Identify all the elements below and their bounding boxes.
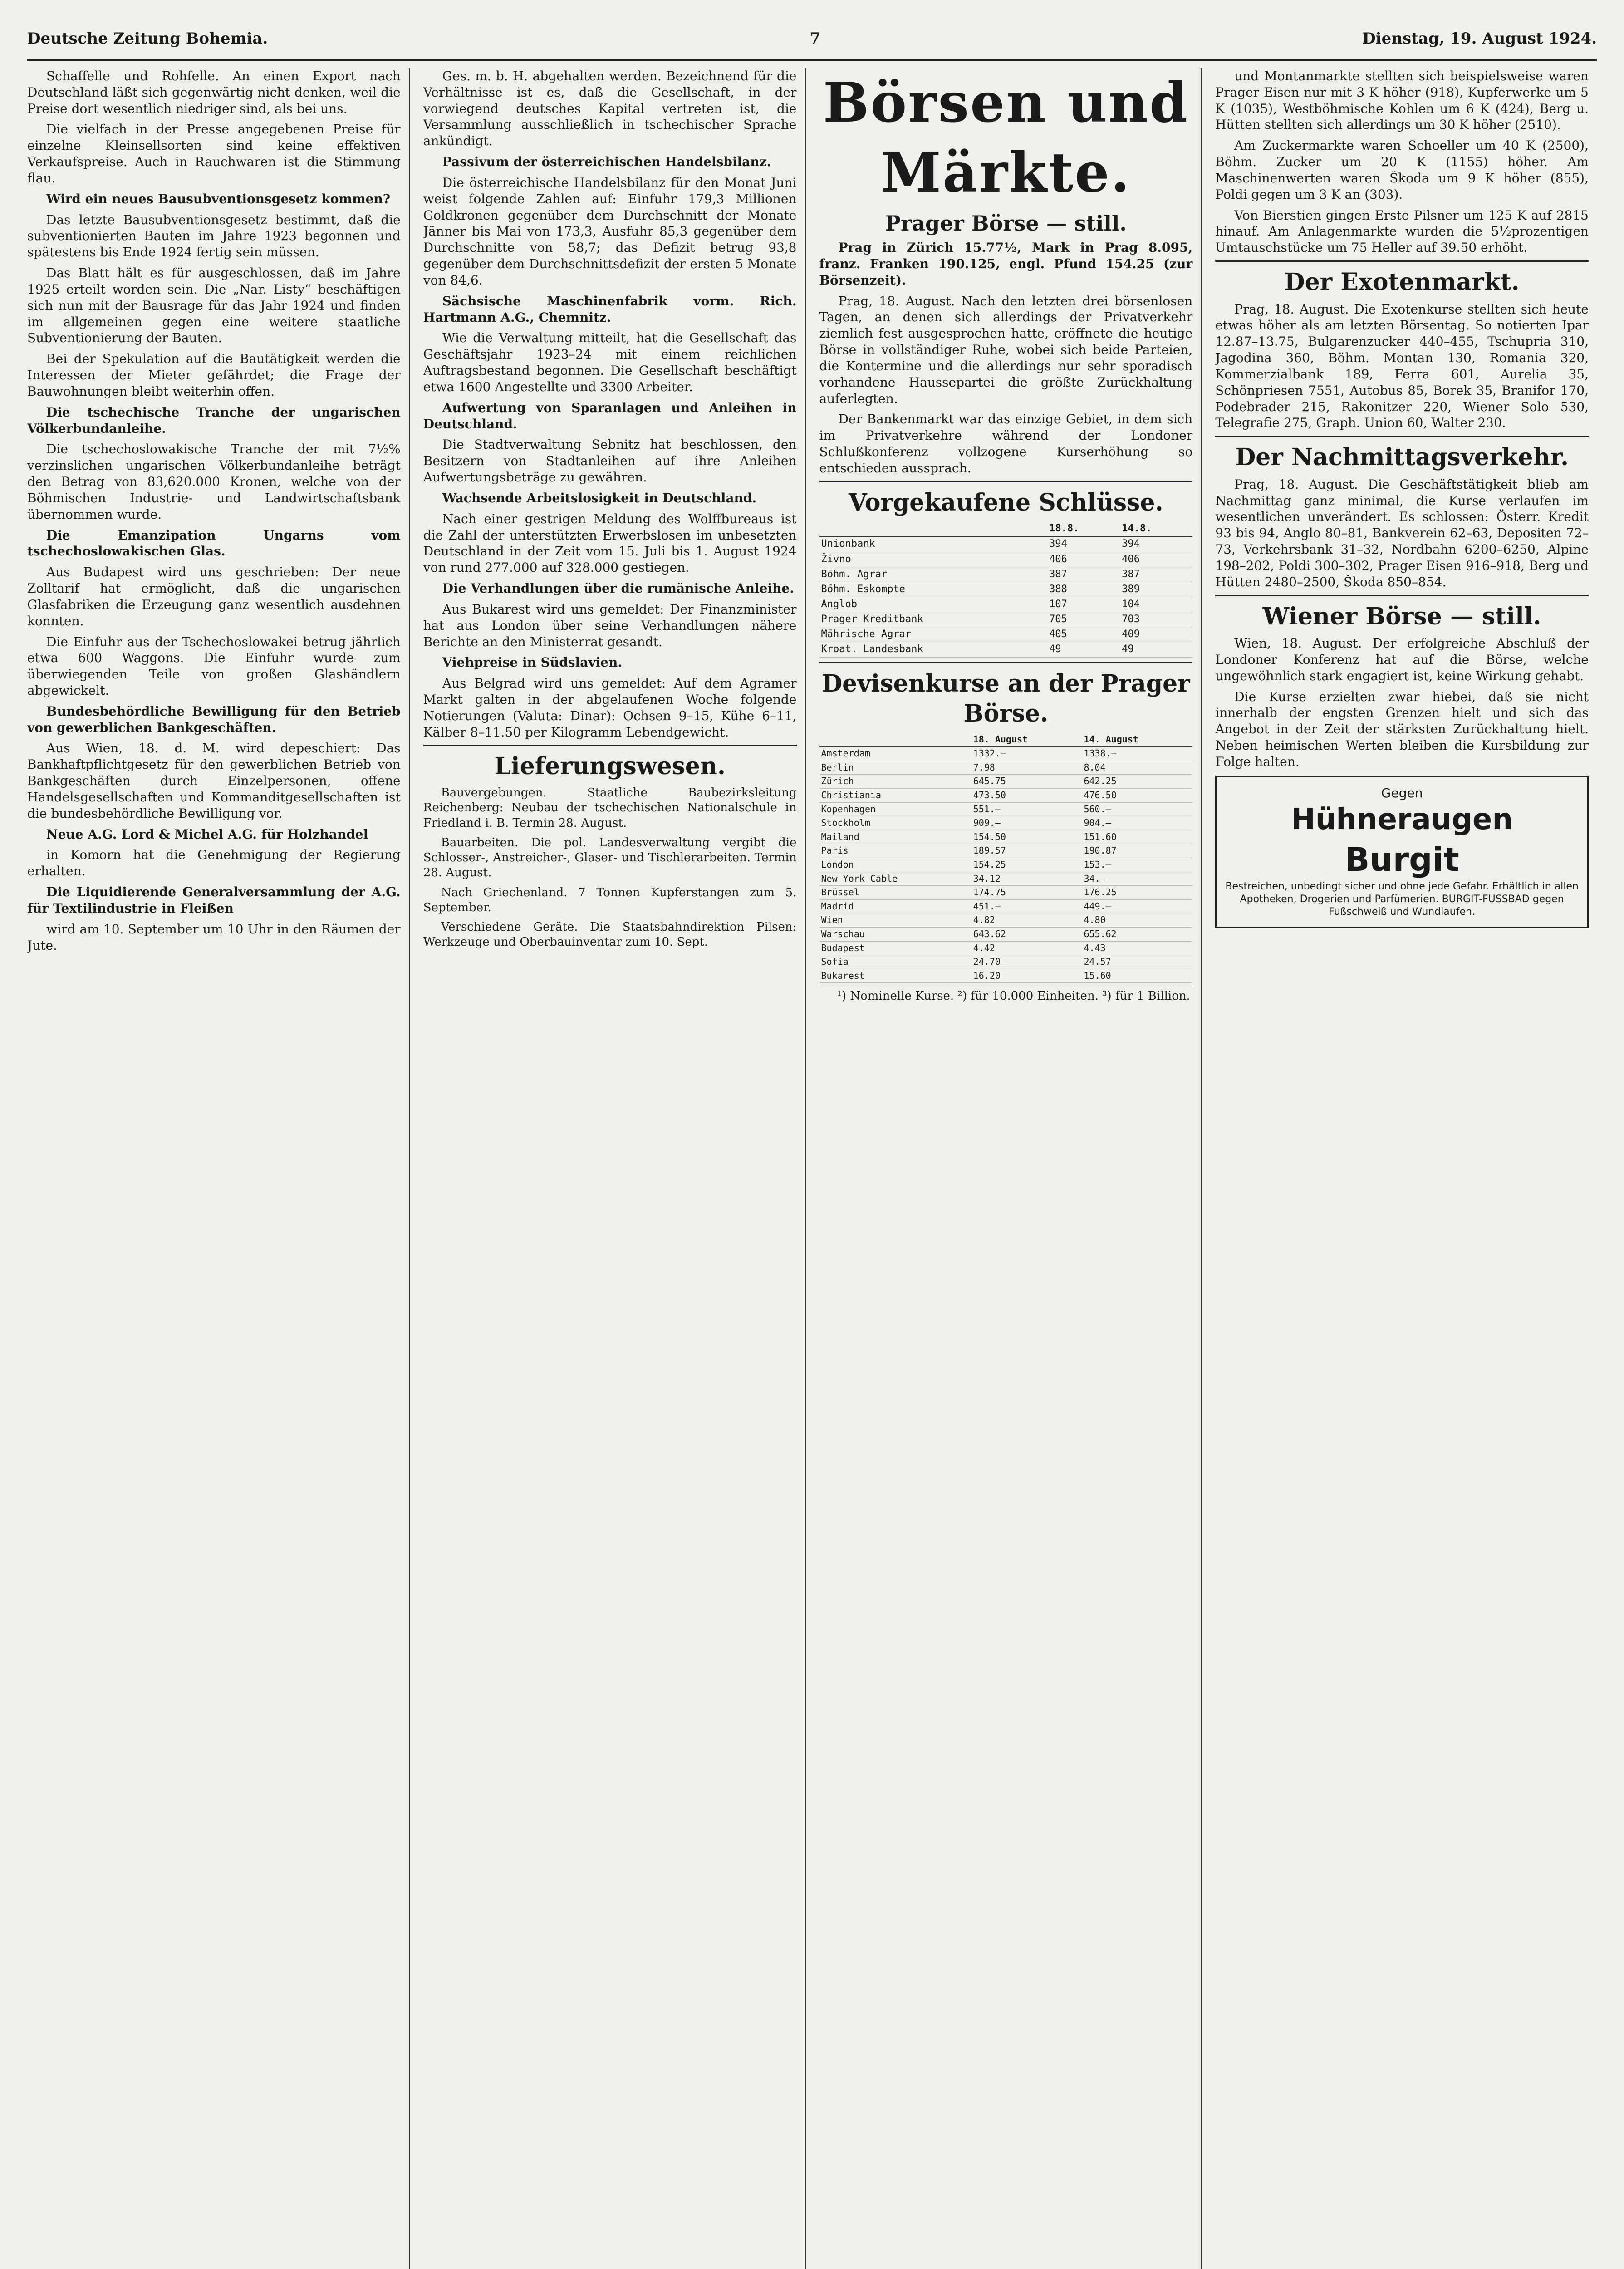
table-cell: 4.80 xyxy=(1082,913,1192,928)
paragraph: Aus Wien, 18. d. M. wird depeschiert: Das Bankhaftpflichtgesetz für den gewerblichen Betrieb von Bankgeschäften durch Einzelpersonen, offene Handelsgesellschaften und Kommanditgesellschaften ist die bundesbehördliche Bewilligung vor. xyxy=(27,741,401,821)
column-4 xyxy=(1215,68,1597,2269)
table-title: Devisenkurse an der Prager Börse. xyxy=(822,669,1190,728)
table-cell: 476.50 xyxy=(1082,789,1192,803)
table-cell: 4.43 xyxy=(1082,941,1192,955)
divider xyxy=(1215,260,1589,262)
paragraph: Die Einfuhr aus der Tschechoslowakei betrug jährlich etwa 600 Waggons. Die Einfuhr wurde zum überwiegenden Teile von großen Glashändlern abgewickelt. xyxy=(27,634,401,698)
table-cell: 176.25 xyxy=(1082,886,1192,900)
table-cell: 4.82 xyxy=(971,913,1082,928)
table-header xyxy=(819,733,971,747)
table-row xyxy=(819,955,1193,969)
table-cell: Wien xyxy=(819,913,971,928)
table-cell: 154.25 xyxy=(971,858,1082,872)
table-row xyxy=(819,913,1193,928)
table-row xyxy=(819,552,1193,567)
table-cell: 394 xyxy=(1047,536,1120,552)
paragraph: Schaffelle und Rohfelle. An einen Export nach Deutschland läßt sich gegenwärtig nicht denken, weil die Preise dort wesentlich niedriger sind, als bei uns. xyxy=(27,69,401,116)
table-cell: 389 xyxy=(1120,582,1192,597)
table-cell: 406 xyxy=(1120,552,1192,567)
table-cell: Sofia xyxy=(819,955,971,969)
article-heading: Der Nachmittagsverkehr. xyxy=(1235,443,1569,471)
table-cell: 189.57 xyxy=(971,844,1082,858)
ad-brand: Hühneraugen xyxy=(1291,802,1513,836)
article-heading: Wachsende Arbeitslosigkeit in Deutschland. xyxy=(442,490,757,506)
table-cell: 151.60 xyxy=(1082,830,1192,844)
table-cell: 16.20 xyxy=(971,969,1082,983)
table-cell: Mährische Agrar xyxy=(819,627,1048,642)
table-row xyxy=(819,928,1193,942)
table-cell: Prager Kreditbank xyxy=(819,612,1048,627)
table-header: 14.8. xyxy=(1120,521,1192,536)
ad-intro: Gegen xyxy=(1381,785,1423,801)
paragraph: Bauvergebungen. Staatliche Baubezirksleitung Reichenberg: Neubau der tschechischen Nationalschule in Friedland i. B. Termin 28. August. xyxy=(423,786,797,830)
article-heading: Viehpreise in Südslavien. xyxy=(442,655,623,670)
advertisement xyxy=(1215,776,1589,928)
table-cell: 643.62 xyxy=(971,928,1082,942)
paragraph: Aus Belgrad wird uns gemeldet: Auf dem Agramer Markt galten in der abgelaufenen Woche folgende Notierungen (Valuta: Dinar): Ochsen 9–15, Kühe 6–11, Kälber 8–11.50 per Kilogramm Lebendgewicht. xyxy=(423,676,797,740)
paragraph: Prag, 18. August. Die Geschäftstätigkeit blieb am Nachmittag ganz minimal, die Kurse verlaufen im wesentlichen unverändert. Es schlossen: Österr. Kredit 93 bis 94, Anglo 80–81, Bankverein 62–63, Depositen 72–73, Verkehrsbank 31–32, Nordbahn 6200–6250, Alpine 198–202, Poldi 300–302, Prager Eisen 916–918, Berg und Hütten 2480–2500, Škoda 850–854. xyxy=(1215,476,1589,589)
section-subtitle: Prager Börse — still. xyxy=(885,211,1127,236)
section-title: Lieferungswesen. xyxy=(494,752,726,781)
article-heading: Die Emanzipation Ungarns vom tschechoslowakischen Glas. xyxy=(27,527,401,559)
table-header xyxy=(819,521,1048,536)
divider xyxy=(819,662,1193,663)
article-heading: Wiener Börse — still. xyxy=(1262,602,1541,630)
article-heading: Aufwertung von Sparanlagen und Anleihen in Deutschland. xyxy=(423,400,797,432)
paragraph: Die österreichische Handelsbilanz für den Monat Juni weist folgende Zahlen auf: Einfuhr 179,3 Millionen Goldkronen gegenüber dem Durchschnitt der Monate Jänner bis Mai von 173,3, Ausfuhr 85,3 gegenüber dem Durchschnitte von 58,7; das Defizit betrug 93,8 gegenüber dem Durchschnittsdefizit der ersten 5 Monate von 84,6. xyxy=(423,175,797,288)
column-1 xyxy=(27,68,410,2269)
table-cell: 15.60 xyxy=(1082,969,1192,983)
table-cell: 174.75 xyxy=(971,886,1082,900)
paragraph: Wie die Verwaltung mitteilt, hat die Gesellschaft das Geschäftsjahr 1923–24 mit einem reichlichen Auftragsbestand begonnen. Die Gesellschaft beschäftigt etwa 1600 Angestellte und 3300 Arbeiter. xyxy=(423,330,797,394)
table-cell: London xyxy=(819,858,971,872)
masthead-date: Dienstag, 19. August 1924. xyxy=(1362,29,1597,48)
page-number: 7 xyxy=(810,29,821,48)
table-row xyxy=(819,582,1193,597)
paragraph: wird am 10. September um 10 Uhr in den Räumen der Jute. xyxy=(27,921,401,953)
paragraph: Von Bierstien gingen Erste Pilsner um 125 K auf 2815 hinauf. Am Anlagenmarkte wurden die 5½prozentigen Umtauschstücke um 75 Heller auf 39.50 erhöht. xyxy=(1215,207,1589,255)
article-heading: Die tschechische Tranche der ungarischen Völkerbundanleihe. xyxy=(27,404,401,436)
paragraph: Nach einer gestrigen Meldung des Wolffbureaus ist die Zahl der unterstützten Erwerbslosen im unbesetzten Deutschland in der Zeit vom 15. Juli bis 1. August 1924 von rund 277.000 auf 328.000 gestiegen. xyxy=(423,511,797,575)
table-cell: 560.— xyxy=(1082,802,1192,816)
table-cell: 405 xyxy=(1047,627,1120,642)
table-cell: 34.12 xyxy=(971,872,1082,886)
table-cell: Budapest xyxy=(819,941,971,955)
ad-product: Burgit xyxy=(1344,840,1459,879)
table-row xyxy=(819,969,1193,983)
paragraph: Verschiedene Geräte. Die Staatsbahndirektion Pilsen: Werkzeuge und Oberbauinventar zum 10. Sept. xyxy=(423,920,797,949)
table-cell: 387 xyxy=(1047,567,1120,582)
table-row xyxy=(819,597,1193,612)
table-cell: 24.57 xyxy=(1082,955,1192,969)
table-header: 18.8. xyxy=(1047,521,1120,536)
table-cell: Unionbank xyxy=(819,536,1048,552)
divider xyxy=(1215,436,1589,437)
table-cell: Bukarest xyxy=(819,969,971,983)
paragraph: Bei der Spekulation auf die Bautätigkeit werden die Interessen der Mieter gefährdet; die Frage der Bauwohnungen bleibt weiterhin offen. xyxy=(27,351,401,399)
table-row xyxy=(819,830,1193,844)
table-cell: 645.75 xyxy=(971,775,1082,789)
table-cell: 154.50 xyxy=(971,830,1082,844)
divider xyxy=(819,481,1193,482)
table-cell: New York Cable xyxy=(819,872,971,886)
table-row xyxy=(819,642,1193,657)
table-cell: 49 xyxy=(1120,642,1192,657)
table-header-row xyxy=(819,521,1193,536)
table-cell: Brüssel xyxy=(819,886,971,900)
table-title: Vorgekaufene Schlüsse. xyxy=(849,488,1163,516)
stock-table xyxy=(819,521,1193,657)
paragraph: Die Stadtverwaltung Sebnitz hat beschlossen, den Besitzern von Stadtanleihen auf ihre Anleihen Aufwertungsbeträge zu gewähren. xyxy=(423,437,797,485)
table-row xyxy=(819,802,1193,816)
paragraph: Die Kurse erzielten zwar hiebei, daß sie nicht innerhalb der engsten Grenzen hielt und sich das Angebot in der Zeit der stärksten Zurückhaltung hielt. Neben heimischen Werten bleiben die Kursbildung zur Folge halten. xyxy=(1215,689,1589,769)
column-2 xyxy=(423,68,806,2269)
table-cell: 394 xyxy=(1120,536,1192,552)
table-cell: 642.25 xyxy=(1082,775,1192,789)
table-cell: 703 xyxy=(1120,612,1192,627)
table-cell: Kroat. Landesbank xyxy=(819,642,1048,657)
table-cell: 190.87 xyxy=(1082,844,1192,858)
paragraph: Prag, 18. August. Die Exotenkurse stellten sich heute etwas höher als am letzten Börsentag. So notierten Ipar 12.87–13.75, Bulgarenzucker 440–455, Tschupria 310, Jagodina 360, Böhm. Montan 130, Romania 320, Kommerzialbank 189, Ferra 601, Aurelia 35, Schönpriesen 7551, Autobus 85, Borek 35, Branifor 170, Podebrader 215, Rakonitzer 220, Wiener Solo 530, Telegrafie 275, Graph. Union 60, Walter 230. xyxy=(1215,301,1589,431)
table-row xyxy=(819,844,1193,858)
table-row xyxy=(819,567,1193,582)
table-row xyxy=(819,536,1193,552)
paragraph: Nach Griechenland. 7 Tonnen Kupferstangen zum 5. September. xyxy=(423,885,797,914)
section-main-title: Börsen und Märkte. xyxy=(823,71,1189,205)
ad-note: Bestreichen, unbedingt sicher und ohne jede Gefahr. Erhältlich in allen Apotheken, Drogerien und Parfümerien. BURGIT-FUSSBAD gegen Fußschweiß und Wundlaufen. xyxy=(1225,880,1579,918)
table-cell: 1332.— xyxy=(971,747,1082,761)
paragraph: Prag, 18. August. Nach den letzten drei börsenlosen Tagen, an denen sich allerdings der Privatverkehr ziemlich fest ausgesprochen hatte, eröffnete die heutige Börse in vollständiger Ruhe, wobei sich beide Parteien, die Kontermine und die allerdings nur sehr sporadisch vorhandene Haussepartei die größte Zurückhaltung auferlegten. xyxy=(819,293,1193,406)
table-cell: Böhm. Agrar xyxy=(819,567,1048,582)
table-cell: Živno xyxy=(819,552,1048,567)
table-row xyxy=(819,886,1193,900)
table-row xyxy=(819,775,1193,789)
article-heading: Der Exotenmarkt. xyxy=(1284,268,1520,296)
table-cell: 451.— xyxy=(971,899,1082,913)
lead-paragraph: Prag in Zürich 15.77½, Mark in Prag 8.095, franz. Franken 190.125, engl. Pfund 154.25 (zur Börsenzeit). xyxy=(819,240,1193,288)
paragraph: Das letzte Bausubventionsgesetz bestimmt, daß die subventionierten Bauten im Jahre 1923 begonnen und spätestens bis Ende 1924 fertig sein müssen. xyxy=(27,212,401,260)
table-cell: Paris xyxy=(819,844,971,858)
table-cell: 107 xyxy=(1047,597,1120,612)
table-cell: 449.— xyxy=(1082,899,1192,913)
table-cell: 473.50 xyxy=(971,789,1082,803)
article-heading: Neue A.G. Lord & Michel A.G. für Holzhandel xyxy=(46,826,368,842)
table-cell: 387 xyxy=(1120,567,1192,582)
table-cell: 8.04 xyxy=(1082,761,1192,775)
table-cell: 909.— xyxy=(971,816,1082,830)
table-row xyxy=(819,816,1193,830)
currency-table xyxy=(819,733,1193,983)
table-cell: Berlin xyxy=(819,761,971,775)
table-cell: Christiania xyxy=(819,789,971,803)
table-header: 18. August xyxy=(971,733,1082,747)
masthead-title: Deutsche Zeitung Bohemia. xyxy=(27,29,268,48)
table-cell: Amsterdam xyxy=(819,747,971,761)
table-cell: 104 xyxy=(1120,597,1192,612)
table-cell: 153.— xyxy=(1082,858,1192,872)
paragraph: Ges. m. b. H. abgehalten werden. Bezeichnend für die Verhältnisse ist es, daß die Gesellschaft, in der vorwiegend deutsches Kapital vertreten ist, die Versammlung ausschließlich in tschechischer Sprache ankündigt. xyxy=(423,69,797,149)
table-row xyxy=(819,747,1193,761)
table-row xyxy=(819,941,1193,955)
table-cell: 551.— xyxy=(971,802,1082,816)
columns xyxy=(27,68,1597,2269)
paragraph: Aus Budapest wird uns geschrieben: Der neue Zolltarif hat ermöglicht, daß die ungarischen Glasfabriken die Erzeugung ganz wesentlich ausdehnen konnten. xyxy=(27,565,401,629)
table-cell: 409 xyxy=(1120,627,1192,642)
table-cell: Zürich xyxy=(819,775,971,789)
table-row xyxy=(819,612,1193,627)
column-3 xyxy=(819,68,1202,2269)
table-cell: Anglob xyxy=(819,597,1048,612)
article-heading: Passivum der österreichischen Handelsbilanz. xyxy=(442,154,771,170)
divider xyxy=(1215,595,1589,596)
paragraph: Der Bankenmarkt war das einzige Gebiet, in dem sich im Privatverkehre während der Londoner Schlußkonferenz vollzogene Kurserhöhung so entschieden aussprach. xyxy=(819,412,1193,476)
table-row xyxy=(819,761,1193,775)
article-heading: Bundesbehördliche Bewilligung für den Betrieb von gewerblichen Bankgeschäften. xyxy=(27,703,401,735)
table-cell: 388 xyxy=(1047,582,1120,597)
table-header: 14. August xyxy=(1082,733,1192,747)
table-cell: 4.42 xyxy=(971,941,1082,955)
footnote: ¹) Nominelle Kurse. ²) für 10.000 Einheiten. ³) für 1 Billion. xyxy=(837,989,1190,1003)
table-row xyxy=(819,899,1193,913)
paragraph: Am Zuckermarkte waren Schoeller um 40 K (2500), Böhm. Zucker um 20 K (1155) höher. Am Maschinenwerten waren Škoda um 9 K höher (855), Poldi gegen um 3 K an (303). xyxy=(1215,138,1589,202)
table-row xyxy=(819,627,1193,642)
table-cell: 7.98 xyxy=(971,761,1082,775)
paragraph: Wien, 18. August. Der erfolgreiche Abschluß der Londoner Konferenz hat auf die Börse, welche ungewöhnlich stark engagiert ist, keine Wirkung gehabt. xyxy=(1215,636,1589,683)
table-cell: Warschau xyxy=(819,928,971,942)
table-cell: 34.— xyxy=(1082,872,1192,886)
paragraph: Die tschechoslowakische Tranche der mit 7½% verzinslichen ungarischen Völkerbundanleihe beträgt den Betrag von 83,620.000 Kronen, welche von der Böhmischen Industrie- und Landwirtschaftsbank übernommen wurde. xyxy=(27,442,401,522)
table-cell: 904.— xyxy=(1082,816,1192,830)
paragraph: in Komorn hat die Genehmigung der Regierung erhalten. xyxy=(27,847,401,879)
article-heading: Die Liquidierende Generalversammlung der A.G. für Textilindustrie in Fleißen xyxy=(27,884,401,916)
table-row xyxy=(819,789,1193,803)
article-heading: Wird ein neues Bausubventionsgesetz kommen? xyxy=(46,191,391,206)
masthead xyxy=(27,18,1597,61)
table-cell: 1338.— xyxy=(1082,747,1192,761)
table-cell: 705 xyxy=(1047,612,1120,627)
table-cell: Madrid xyxy=(819,899,971,913)
paragraph: Die vielfach in der Presse angegebenen Preise für einzelne Kleinsellsorten sind keine effektiven Verkaufspreise. Auch in Rauchwaren ist die Stimmung flau. xyxy=(27,122,401,186)
paragraph: Bauarbeiten. Die pol. Landesverwaltung vergibt die Schlosser-, Anstreicher-, Glaser- und Tischlerarbeiten. Termin 28. August. xyxy=(423,835,797,880)
table-row xyxy=(819,872,1193,886)
table-header-row xyxy=(819,733,1193,747)
table-row xyxy=(819,858,1193,872)
paragraph: Aus Bukarest wird uns gemeldet: Der Finanzminister hat aus London über seine Verhandlungen nähere Berichte an den Ministerrat gesandt. xyxy=(423,601,797,649)
table-cell: 406 xyxy=(1047,552,1120,567)
article-heading: Die Verhandlungen über die rumänische Anleihe. xyxy=(442,581,794,596)
paragraph: Das Blatt hält es für ausgeschlossen, daß im Jahre 1925 erteilt worden sein. Die „Nar. Listy“ beschäftigen sich nun mit der Bausrage für das Jahr 1924 und finden im allgemeinen gegen eine weitere staatliche Subventionierung der Bauten. xyxy=(27,265,401,346)
table-cell: Kopenhagen xyxy=(819,802,971,816)
table-cell: Böhm. Eskompte xyxy=(819,582,1048,597)
table-cell: 49 xyxy=(1047,642,1120,657)
article-heading: Sächsische Maschinenfabrik vorm. Rich. Hartmann A.G., Chemnitz. xyxy=(423,293,797,325)
divider xyxy=(423,745,797,746)
table-cell: 24.70 xyxy=(971,955,1082,969)
table-cell: Mailand xyxy=(819,830,971,844)
table-cell: Stockholm xyxy=(819,816,971,830)
paragraph: und Montanmarkte stellten sich beispielsweise waren Prager Eisen nur mit 3 K höher (918), Kupferwerke um 5 K (1035), Westböhmische Kohlen um 6 K (424), Berg u. Hütten stellten sich allerdings um 30 K höher (2510). xyxy=(1215,69,1589,133)
table-cell: 655.62 xyxy=(1082,928,1192,942)
